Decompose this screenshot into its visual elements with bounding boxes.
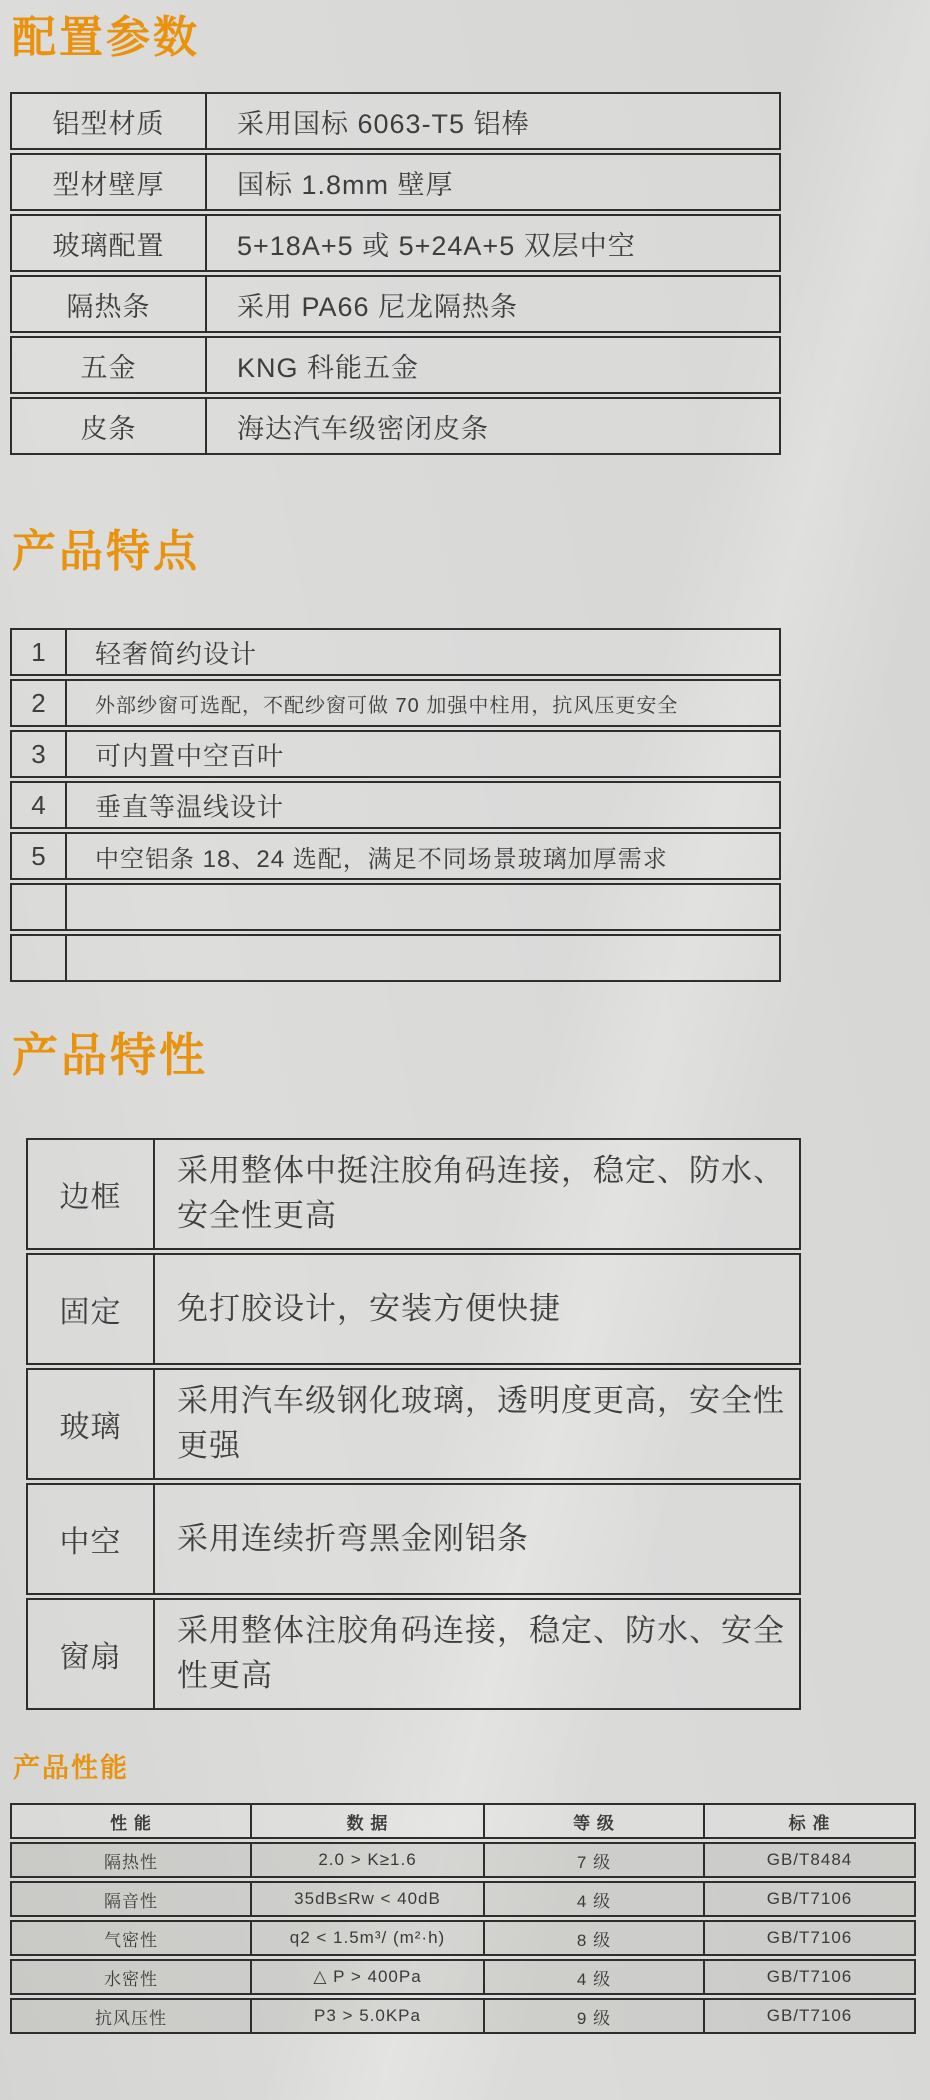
features-section-title: 产品特点 xyxy=(12,527,200,576)
feature-number: 2 xyxy=(12,681,67,725)
perf-name: 水密性 xyxy=(12,1961,252,1993)
characteristic-label: 边框 xyxy=(28,1140,155,1248)
table-row xyxy=(10,679,781,727)
perf-name: 抗风压性 xyxy=(12,2000,252,2032)
perf-header-name: 性 能 xyxy=(12,1805,252,1837)
config-label: 皮条 xyxy=(12,399,207,453)
table-row xyxy=(10,275,781,333)
table-row xyxy=(10,832,781,880)
feature-text xyxy=(67,885,779,929)
perf-name: 气密性 xyxy=(12,1922,252,1954)
characteristic-text: 免打胶设计，安装方便快捷 xyxy=(177,1290,561,1326)
perf-standard: GB/T7106 xyxy=(766,1928,853,1947)
performance-table xyxy=(10,1803,916,2037)
characteristic-text: 采用整体注胶角码连接，稳定、防水、安全性更高 xyxy=(177,1613,785,1693)
table-row xyxy=(10,214,781,272)
characteristics-table xyxy=(26,1138,801,1713)
table-row xyxy=(10,1920,916,1956)
feature-number: 4 xyxy=(12,783,67,827)
table-row xyxy=(26,1483,801,1595)
perf-data: 2.0 > K≥1.6 xyxy=(252,1844,485,1876)
config-value: 采用国标 6063-T5 铝棒 xyxy=(237,108,530,139)
config-label: 玻璃配置 xyxy=(12,216,207,270)
config-label: 五金 xyxy=(12,338,207,392)
config-value: 5+18A+5 或 5+24A+5 双层中空 xyxy=(237,230,636,261)
config-label: 型材壁厚 xyxy=(12,155,207,209)
table-row xyxy=(10,781,781,829)
perf-grade: 7 级 xyxy=(485,1844,705,1876)
characteristic-text: 采用整体中挺注胶角码连接，稳定、防水、安全性更高 xyxy=(177,1153,785,1233)
characteristic-text: 采用连续折弯黑金刚铝条 xyxy=(177,1520,529,1556)
feature-text: 中空铝条 18、24 选配，满足不同场景玻璃加厚需求 xyxy=(95,845,668,873)
feature-number: 3 xyxy=(12,732,67,776)
perf-name: 隔音性 xyxy=(12,1883,252,1915)
perf-grade: 4 级 xyxy=(485,1961,705,1993)
table-row xyxy=(10,1881,916,1917)
config-table xyxy=(10,92,781,458)
config-section-title: 配置参数 xyxy=(12,13,200,62)
perf-data: P3 > 5.0KPa xyxy=(252,2000,485,2032)
table-row xyxy=(10,730,781,778)
perf-standard: GB/T7106 xyxy=(766,1889,853,1908)
table-row xyxy=(26,1253,801,1365)
feature-text: 垂直等温线设计 xyxy=(95,791,285,822)
config-label: 隔热条 xyxy=(12,277,207,331)
perf-standard: GB/T7106 xyxy=(766,1967,853,1986)
characteristic-label: 中空 xyxy=(28,1485,155,1593)
feature-text xyxy=(67,936,779,980)
feature-number xyxy=(12,885,67,929)
feature-text: 可内置中空百叶 xyxy=(95,740,285,771)
characteristic-label: 玻璃 xyxy=(28,1370,155,1478)
perf-standard: GB/T7106 xyxy=(766,2006,853,2025)
table-row xyxy=(10,336,781,394)
feature-number: 5 xyxy=(12,834,67,878)
table-row xyxy=(10,397,781,455)
config-value: 采用 PA66 尼龙隔热条 xyxy=(237,291,519,322)
table-row xyxy=(10,1998,916,2034)
perf-grade: 4 级 xyxy=(485,1883,705,1915)
feature-text: 轻奢简约设计 xyxy=(95,638,258,669)
config-value: KNG 科能五金 xyxy=(237,352,420,383)
perf-grade: 9 级 xyxy=(485,2000,705,2032)
table-row xyxy=(10,1842,916,1878)
perf-grade: 8 级 xyxy=(485,1922,705,1954)
feature-number: 1 xyxy=(12,630,67,674)
perf-data: q2 < 1.5m³/ (m²·h) xyxy=(252,1922,485,1954)
perf-data: 35dB≤Rw < 40dB xyxy=(252,1883,485,1915)
table-row xyxy=(10,628,781,676)
feature-text: 外部纱窗可选配，不配纱窗可做 70 加强中柱用，抗风压更安全 xyxy=(95,694,679,717)
characteristic-label: 窗扇 xyxy=(28,1600,155,1708)
characteristic-text: 采用汽车级钢化玻璃，透明度更高，安全性更强 xyxy=(177,1383,785,1463)
characteristic-label: 固定 xyxy=(28,1255,155,1363)
feature-number xyxy=(12,936,67,980)
perf-name: 隔热性 xyxy=(12,1844,252,1876)
config-label: 铝型材质 xyxy=(12,94,207,148)
table-row xyxy=(26,1138,801,1250)
table-header-row xyxy=(10,1803,916,1839)
perf-standard: GB/T8484 xyxy=(766,1850,853,1869)
perf-header-standard: 标 准 xyxy=(788,1813,831,1833)
table-row-empty xyxy=(10,934,781,982)
table-row xyxy=(10,153,781,211)
table-row-empty xyxy=(10,883,781,931)
table-row xyxy=(26,1598,801,1710)
table-row xyxy=(10,92,781,150)
table-row xyxy=(26,1368,801,1480)
config-value: 国标 1.8mm 壁厚 xyxy=(237,169,454,200)
table-row xyxy=(10,1959,916,1995)
config-value: 海达汽车级密闭皮条 xyxy=(237,413,489,444)
performance-section-title: 产品性能 xyxy=(13,1753,129,1783)
characteristics-section-title: 产品特性 xyxy=(12,1029,208,1081)
perf-header-data: 数 据 xyxy=(252,1805,485,1837)
features-table xyxy=(10,628,781,985)
perf-header-grade: 等 级 xyxy=(485,1805,705,1837)
perf-data: △ P > 400Pa xyxy=(252,1961,485,1993)
